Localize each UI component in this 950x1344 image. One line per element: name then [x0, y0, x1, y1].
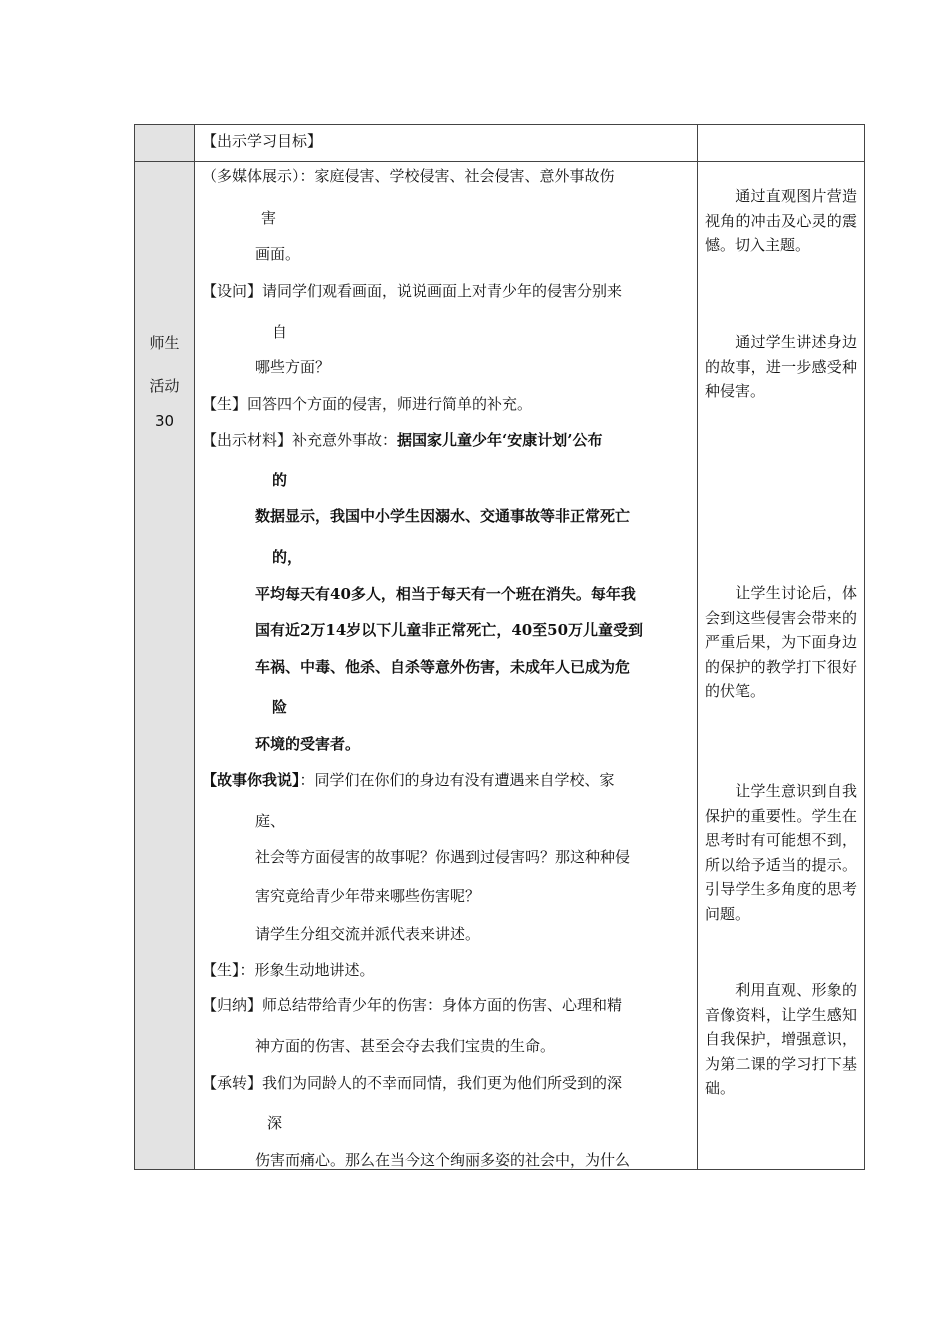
row-divider	[135, 161, 864, 162]
content-line: 【生】：形象生动地讲述。	[202, 961, 375, 979]
content-line: 环境的受害者。	[255, 735, 361, 753]
column-divider-2	[697, 125, 698, 1169]
content-segment-bold: 据国家儿童少年‘安康计划’公布	[397, 431, 603, 449]
label-column-shade	[135, 125, 194, 1169]
content-line: 庭、	[255, 812, 286, 830]
content-line	[202, 431, 602, 449]
note-block	[705, 978, 857, 1101]
content-line: 【承转】我们为同龄人的不幸而同情，我们更为他们所受到的深	[202, 1074, 623, 1092]
content-line: 神方面的伤害、甚至会夺去我们宝贵的生命。	[255, 1037, 556, 1055]
content-segment: 【出示材料】补充意外事故：	[202, 431, 398, 449]
header-learning-goals: 【出示学习目标】	[202, 132, 323, 150]
content-line: 伤害而痛心。那么在当今这个绚丽多姿的社会中，为什么	[255, 1151, 631, 1169]
note-block	[705, 330, 857, 404]
content-line: 自	[272, 323, 288, 341]
column-divider-1	[194, 125, 195, 1169]
note-text: 让学生意识到自我保护的重要性。学生在思考时有可能想不到，所以给予适当的提示。引导学生多角度的思考问题。	[705, 782, 857, 923]
content-line: 数据显示，我国中小学生因溺水、交通事故等非正常死亡	[255, 507, 631, 525]
section-label-line-2: 活动	[149, 377, 180, 395]
content-line: 哪些方面？	[255, 358, 331, 376]
content-line: 害究竟给青少年带来哪些伤害呢？	[255, 887, 481, 905]
section-label-line-3: 30	[154, 412, 175, 430]
content-line: 深	[267, 1114, 283, 1132]
content-segment-bold: 【故事你我说】	[202, 771, 300, 789]
content-line: 的，	[272, 548, 303, 566]
content-line: 国有近2万14岁以下儿童非正常死亡，40至50万儿童受到	[255, 621, 644, 639]
section-label-line-1: 师生	[149, 334, 180, 352]
note-text: 利用直观、形象的音像资料，让学生感知自我保护，增强意识，为第二课的学习打下基础。	[705, 981, 857, 1097]
content-line: 社会等方面侵害的故事呢？你遇到过侵害吗？那这种种侵	[255, 848, 631, 866]
content-line: 平均每天有40多人，相当于每天有一个班在消失。每年我	[255, 585, 636, 603]
content-segment: ：同学们在你们的身边有没有遭遇来自学校、家	[299, 771, 615, 789]
lesson-table	[134, 124, 865, 1170]
content-line: 画面。	[255, 245, 301, 263]
content-line: 害	[261, 209, 277, 227]
content-line: 请学生分组交流并派代表来讲述。	[255, 925, 481, 943]
note-text: 通过直观图片营造视角的冲击及心灵的震憾。切入主题。	[705, 187, 857, 254]
content-line: （多媒体展示）：家庭侵害、学校侵害、社会侵害、意外事故伤	[202, 167, 615, 185]
content-line: 的	[272, 471, 288, 489]
note-block	[705, 184, 857, 258]
note-block	[705, 581, 857, 704]
content-line: 车祸、中毒、他杀、自杀等意外伤害，未成年人已成为危	[255, 658, 631, 676]
note-text: 通过学生讲述身边的故事，进一步感受种种侵害。	[705, 333, 857, 400]
content-line: 【归纳】师总结带给青少年的伤害：身体方面的伤害、心理和精	[202, 996, 623, 1014]
note-text: 让学生讨论后，体会到这些侵害会带来的严重后果，为下面身边的保护的教学打下很好的伏笔。	[705, 584, 857, 700]
content-line: 【生】回答四个方面的侵害，师进行简单的补充。	[202, 395, 533, 413]
content-line: 【设问】请同学们观看画面，说说画面上对青少年的侵害分别来	[202, 282, 623, 300]
content-line	[202, 771, 615, 789]
content-line: 险	[272, 698, 288, 716]
note-block	[705, 779, 857, 926]
